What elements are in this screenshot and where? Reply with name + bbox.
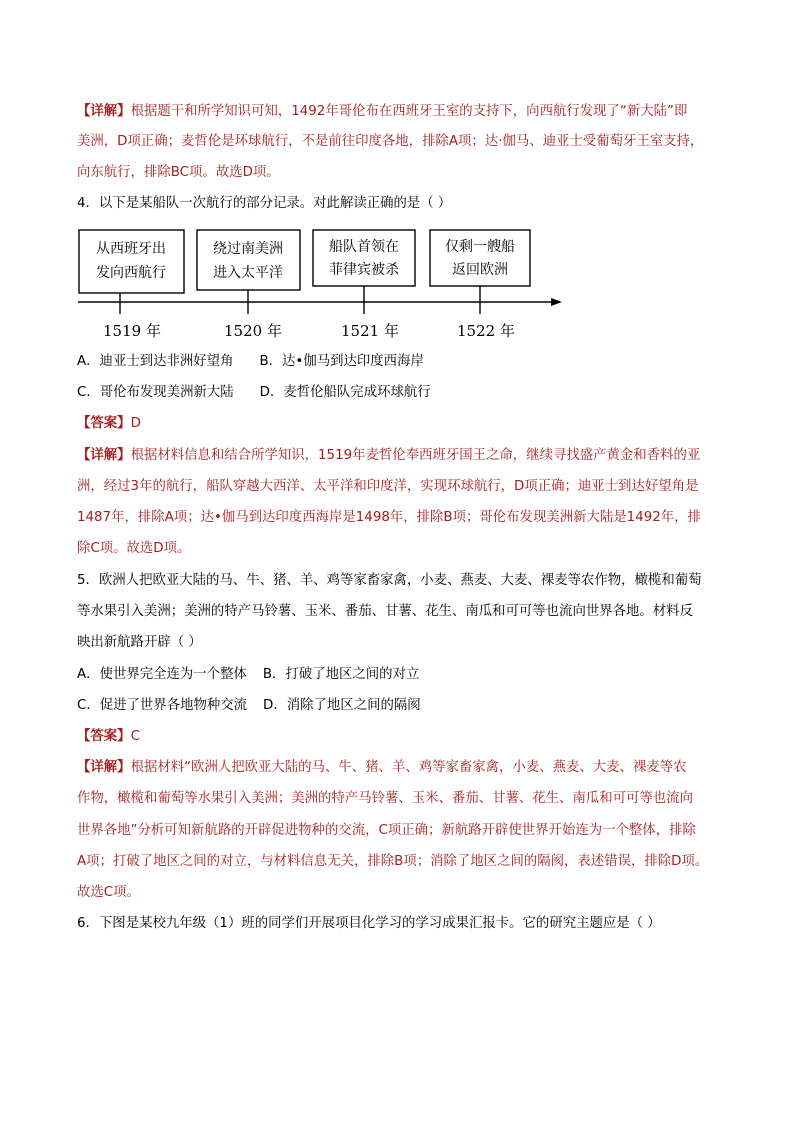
q4-detail-line-4: 除C项。故选D项。	[77, 541, 191, 556]
q4-detail-line-2: 洲，经过3年的航行，船队穿越大西洋、太平洋和印度洋，实现环球航行，D项正确；迪亚士到达好望角是	[77, 479, 699, 494]
q5-option-c: C．促进了世界各地物种交流	[77, 698, 248, 713]
q4-option-c: C．哥伦布发现美洲新大陆	[77, 385, 234, 400]
timeline-year-2: 1520 年	[224, 322, 282, 340]
q4-options-row-1	[77, 347, 737, 376]
q5-option-a: A．使世界完全连为一个整体	[77, 667, 247, 682]
q5-answer	[77, 722, 737, 751]
q4-option-d: D．麦哲伦船队完成环球航行	[259, 385, 431, 400]
q4-answer-value: D	[130, 416, 141, 431]
q4-detail-line-1: 【详解】根据材料信息和结合所学知识，1519年麦哲伦奉西班牙国王之命，继续寻找盛产黄金和香料的亚	[77, 448, 701, 463]
timeline-box-2-line-1: 绕过南美洲	[213, 241, 283, 257]
detail-label: 【详解】	[77, 448, 131, 463]
q5-detail-line-5: 故选C项。	[77, 885, 140, 900]
detail-label: 【详解】	[77, 760, 131, 775]
q3-detail-line-2: 美洲，D项正确；麦哲伦是环球航行，不是前往印度各地，排除A项；达·伽马、迪亚士受葡萄牙王室支持，	[77, 134, 704, 149]
q3-detail-line-3: 向东航行，排除BC项。故选D项。	[77, 165, 280, 180]
timeline-year-1: 1519 年	[103, 322, 161, 340]
q5-option-d: D．消除了地区之间的隔阂	[263, 698, 421, 713]
q5-detail-line-2: 作物，橄榄和葡萄等水果引入美洲；美洲的特产马铃薯、玉米、番茄、甘薯、花生、南瓜和可可等也流向	[77, 791, 693, 806]
q4-options-row-2	[77, 378, 737, 407]
q4-option-a: A．迪亚士到达非洲好望角	[77, 354, 234, 369]
answer-label: 【答案】	[77, 416, 131, 431]
q5-stem-line-3: 映出新航路开辟（ ）	[77, 635, 202, 650]
q5-stem-line-1: 5．欧洲人把欧亚大陆的马、牛、猪、羊、鸡等家畜家禽，小麦、燕麦、大麦、裸麦等农作物，橄榄和葡萄	[77, 573, 702, 588]
timeline-box-1	[79, 230, 184, 293]
timeline-box-3-line-2: 菲律宾被杀	[329, 262, 399, 278]
timeline-box-3	[313, 230, 415, 286]
q4-stem: 4．以下是某船队一次航行的部分记录。对此解读正确的是（ ）	[77, 196, 452, 211]
timeline-year-4: 1522 年	[457, 322, 515, 340]
q4-detail-line-3: 1487年，排除A项；达•伽马到达印度西海岸是1498年，排除B项；哥伦布发现美洲新大陆是1492年，排	[77, 510, 701, 525]
timeline-box-4	[430, 230, 530, 286]
detail-label: 【详解】	[77, 104, 131, 119]
timeline-box-1-line-1: 从西班牙出	[96, 241, 166, 257]
q5-options-row-1	[77, 660, 737, 689]
q4-answer	[77, 409, 737, 438]
timeline-box-4-line-1: 仅剩一艘船	[445, 239, 515, 255]
timeline-arrow-icon	[551, 298, 562, 306]
q3-detail-line-1: 【详解】根据题干和所学知识可知，1492年哥伦布在西班牙王室的支持下，向西航行发现了“新大陆”即	[77, 104, 688, 119]
timeline-box-2-line-2: 进入太平洋	[213, 265, 283, 281]
timeline-box-4-line-2: 返回欧洲	[452, 262, 508, 278]
timeline-box-1-line-2: 发向西航行	[96, 265, 166, 281]
q5-stem-line-2: 等水果引入美洲；美洲的特产马铃薯、玉米、番茄、甘薯、花生、南瓜和可可等也流向世界各地。材料反	[77, 604, 693, 619]
q5-answer-value: C	[130, 729, 140, 744]
q5-option-b: B．打破了地区之间的对立	[262, 667, 420, 682]
q5-options-row-2	[77, 691, 737, 720]
q4-option-b: B．达•伽马到达印度西海岸	[259, 354, 424, 369]
q6-stem: 6．下图是某校九年级（1）班的同学们开展项目化学习的学习成果汇报卡。它的研究主题应是（ ）	[77, 916, 661, 931]
timeline-box-3-line-1: 船队首领在	[329, 239, 399, 255]
q5-detail-line-3: 世界各地”分析可知新航路的开辟促进物种的交流，C项正确；新航路开辟使世界开始连为一个整体，排除	[77, 823, 696, 838]
q5-detail-line-1: 【详解】根据材料“欧洲人把欧亚大陆的马、牛、猪、羊、鸡等家畜家禽，小麦、燕麦、大麦、裸麦等农	[77, 760, 687, 775]
timeline-box-2	[197, 230, 300, 290]
q5-detail-line-4: A项；打破了地区之间的对立，与材料信息无关，排除B项；消除了地区之间的隔阂，表述错误，排除D项。	[77, 854, 709, 869]
timeline-year-3: 1521 年	[341, 322, 399, 340]
answer-label: 【答案】	[77, 729, 131, 744]
